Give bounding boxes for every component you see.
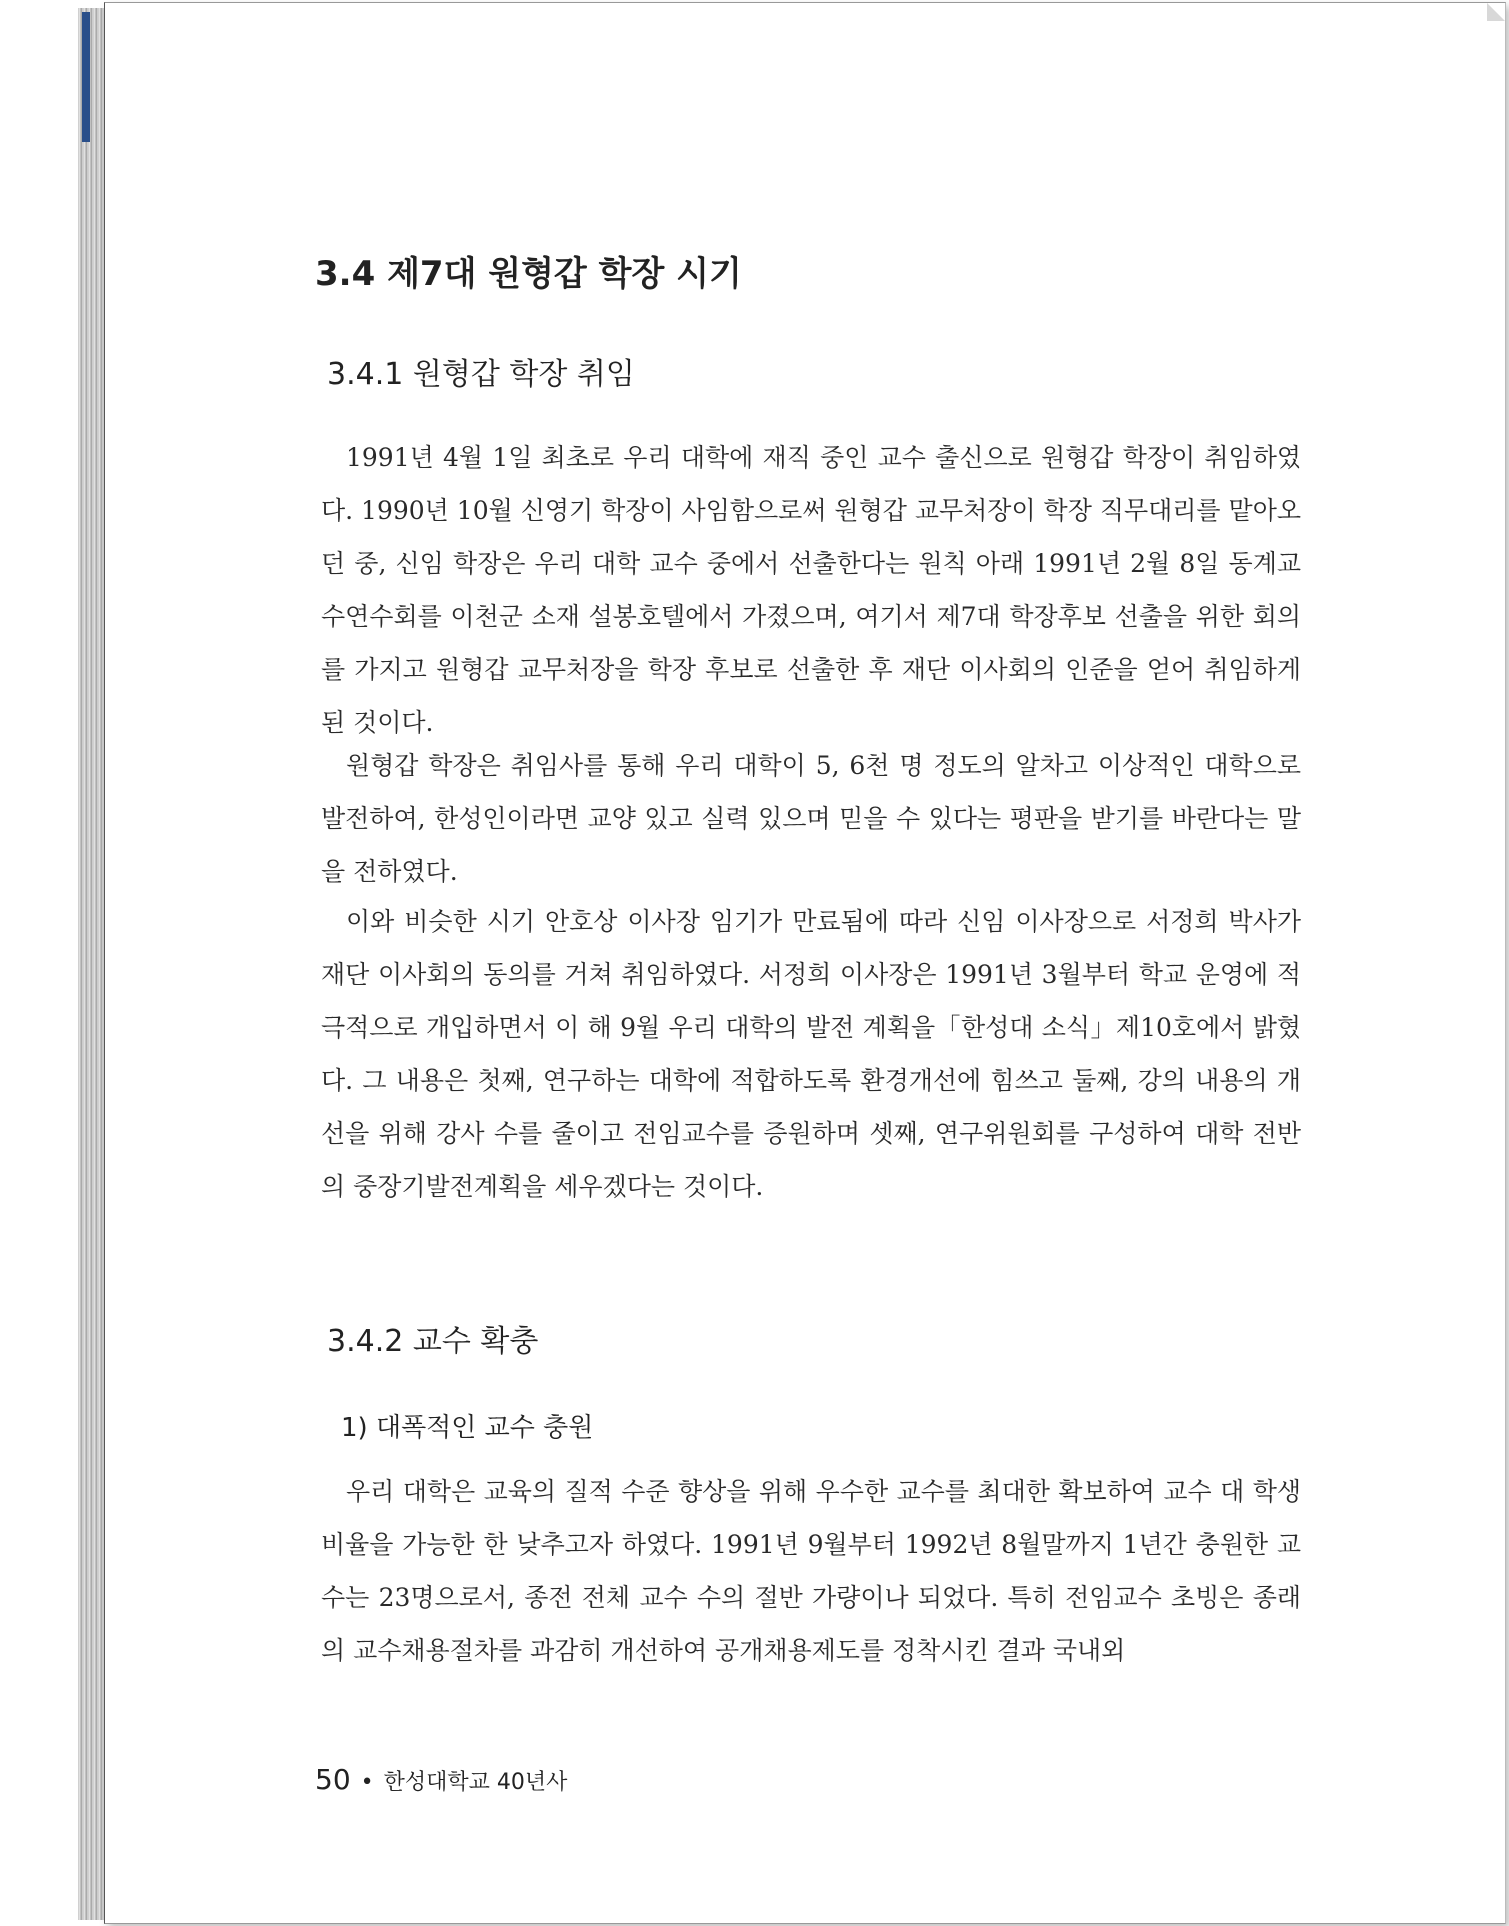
subsection-heading-2: 3.4.2 교수 확충 bbox=[327, 1324, 539, 1359]
page-corner-fold bbox=[1487, 3, 1505, 21]
subsection-heading-1: 3.4.1 원형갑 학장 취임 bbox=[327, 357, 635, 392]
book-cover-edge bbox=[82, 12, 90, 142]
sub-subsection-heading: 1) 대폭적인 교수 충원 bbox=[341, 1413, 594, 1443]
footer-separator: • bbox=[360, 1770, 374, 1795]
document-page bbox=[104, 2, 1506, 1924]
page-number: 50 bbox=[315, 1763, 351, 1796]
paragraph-2: 원형갑 학장은 취임사를 통해 우리 대학이 5, 6천 명 정도의 알차고 이상적인 대학으로 발전하여, 한성인이라면 교양 있고 실력 있으며 믿을 수 있다는 평판을 받기를 바란다는 말을 전하였다. bbox=[321, 751, 1301, 886]
paragraph-1: 1991년 4월 1일 최초로 우리 대학에 재직 중인 교수 출신으로 원형갑 학장이 취임하였다. 1990년 10월 신영기 학장이 사임함으로써 원형갑 교무처장이 학장 직무대리를 맡아오던 중, 신임 학장은 우리 대학 교수 중에서 선출한다는 원칙 아래 1991년 2월 8일 동계교수연수회를 이천군 소재 설봉호텔에서 가졌으며, 여기서 제7대 학장후보 선출을 위한 회의를 가지고 원형갑 교무처장을 학장 후보로 선출한 후 재단 이사회의 인준을 얻어 취임하게 된 것이다. bbox=[321, 443, 1301, 737]
paragraph-4: 우리 대학은 교육의 질적 수준 향상을 위해 우수한 교수를 최대한 확보하여 교수 대 학생 비율을 가능한 한 낮추고자 하였다. 1991년 9월부터 1992년 8월말까지 1년간 충원한 교수는 23명으로서, 종전 전체 교수 수의 절반 가량이나 되었다. 특히 전임교수 초빙은 종래의 교수채용절차를 과감히 개선하여 공개채용제도를 정착시킨 결과 국내외 bbox=[321, 1477, 1301, 1665]
section-heading: 3.4 제7대 원형갑 학장 시기 bbox=[315, 254, 742, 294]
paragraph-3: 이와 비슷한 시기 안호상 이사장 임기가 만료됨에 따라 신임 이사장으로 서정희 박사가 재단 이사회의 동의를 거쳐 취임하였다. 서정희 이사장은 1991년 3월부터 학교 운영에 적극적으로 개입하면서 이 해 9월 우리 대학의 발전 계획을「한성대 소식」제10호에서 밝혔다. 그 내용은 첫째, 연구하는 대학에 적합하도록 환경개선에 힘쓰고 둘째, 강의 내용의 개선을 위해 강사 수를 줄이고 전임교수를 증원하며 셋째, 연구위원회를 구성하여 대학 전반의 중장기발전계획을 세우겠다는 것이다. bbox=[321, 907, 1301, 1201]
page-footer bbox=[315, 1763, 567, 1796]
book-title: 한성대학교 40년사 bbox=[383, 1770, 568, 1795]
